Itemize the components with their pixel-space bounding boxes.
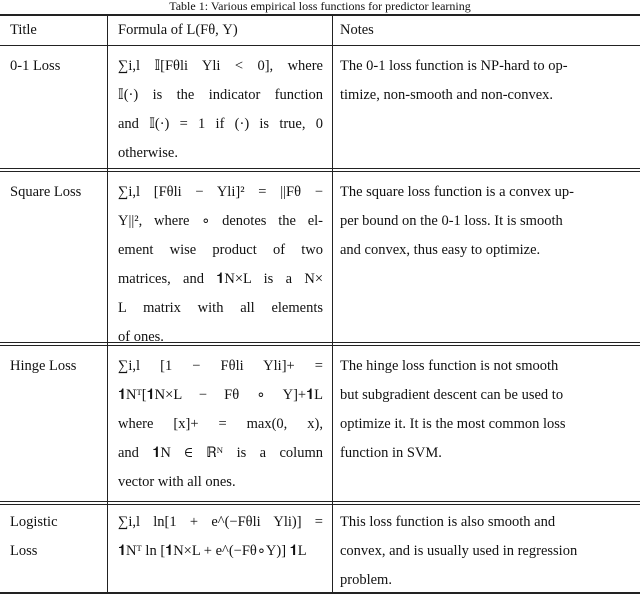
row-title-cell [10,508,105,566]
table-caption: Table 1: Various empirical loss functions for predictor learning [169,0,471,13]
notes-line: convex, and is usually used in regression [340,543,578,559]
title-line: Logistic [10,514,58,530]
row-formula-cell [118,178,323,352]
formula-line: and 𝟏N ∈ ℝᴺ is a column [118,445,323,461]
row-formula-cell [118,52,323,168]
formula-line: matrices, and 𝟏N×L is a N× [118,271,323,287]
row-notes-cell [340,508,632,595]
notes-line: problem. [340,572,392,588]
formula-line: 𝟏Nᵀ[𝟏N×L − Fθ ∘ Y]+𝟏L [118,387,323,403]
formula-line: and 𝕀(·) = 1 if (·) is true, 0 [118,116,323,132]
title-line: Loss [10,543,38,559]
row-notes-cell [340,178,632,265]
row-rule [0,501,640,502]
notes-line: The 0-1 loss function is NP-hard to op- [340,58,568,74]
title-line: Hinge Loss [10,358,77,374]
header-notes: Notes [340,22,374,38]
formula-line: where [x]+ = max(0, x), [118,416,323,432]
notes-line: and convex, thus easy to optimize. [340,242,541,258]
column-divider [332,14,333,594]
formula-line: 𝟏Nᵀ ln [𝟏N×L + e^(−Fθ∘Y)] 𝟏L [118,543,307,559]
formula-line: otherwise. [118,145,178,161]
row-formula-cell [118,352,323,497]
notes-line: function in SVM. [340,445,442,461]
notes-line: but subgradient descent can be used to [340,387,564,403]
row-notes-cell [340,52,632,110]
formula-line: ∑i,l [1 − Fθli Yli]+ = [118,358,323,374]
notes-line: timize, non-smooth and non-convex. [340,87,554,103]
formula-line: ∑i,l 𝕀[Fθli Yli < 0], where [118,58,323,74]
title-line: 0-1 Loss [10,58,61,74]
formula-line: 𝕀(·) is the indicator function [118,87,323,103]
row-formula-cell [118,508,323,566]
notes-line: optimize it. It is the most common loss [340,416,566,432]
header-formula: Formula of L(Fθ, Y) [118,22,238,38]
formula-line: ∑i,l ln[1 + e^(−Fθli Yli)] = [118,514,323,530]
formula-line: of ones. [118,329,164,345]
row-title-cell [10,178,105,207]
formula-line: vector with all ones. [118,474,236,490]
row-rule [0,171,640,172]
row-rule [0,504,640,505]
formula-line: ∑i,l [Fθli − Yli]² = ||Fθ − [118,184,323,200]
row-title-cell [10,352,105,381]
title-line: Square Loss [10,184,82,200]
row-notes-cell [340,352,632,468]
formula-line: Y||², where ∘ denotes the el- [118,213,323,229]
header-title: Title [10,22,37,38]
formula-line: L matrix with all elements [118,300,323,316]
notes-line: The square loss function is a convex up- [340,184,574,200]
row-rule [0,168,640,169]
notes-line: The hinge loss function is not smooth [340,358,559,374]
notes-line: This loss function is also smooth and [340,514,556,530]
header-rule [0,45,640,46]
column-divider [107,14,108,594]
formula-line: ement wise product of two [118,242,323,258]
notes-line: per bound on the 0-1 loss. It is smooth [340,213,563,229]
row-title-cell [10,52,105,81]
